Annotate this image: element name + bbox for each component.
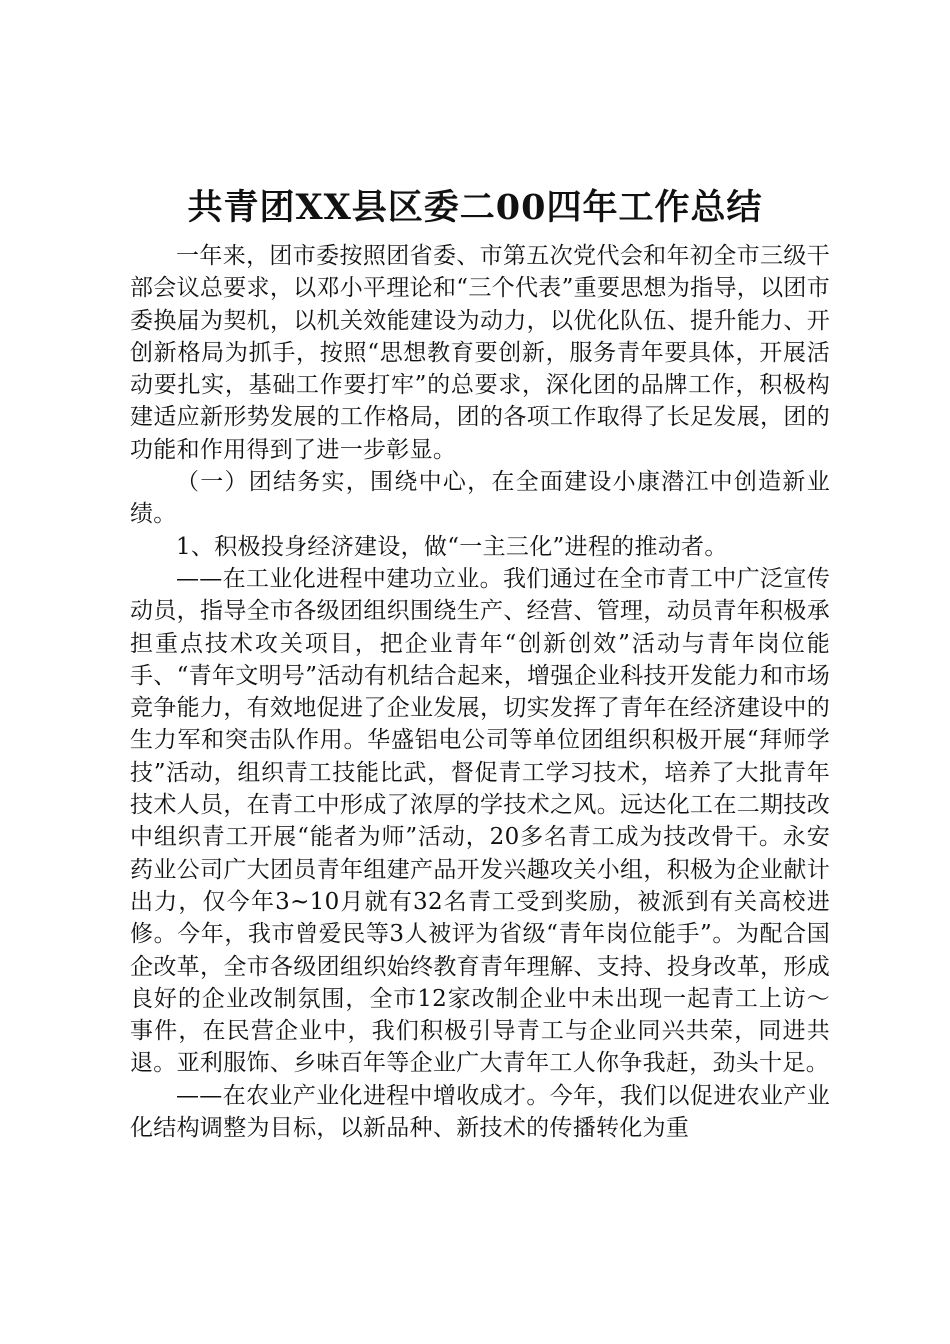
paragraph-agriculture: ——在农业产业化进程中增收成才。今年，我们以促进农业产业化结构调整为目标，以新品种、新技术的传播转化为重 bbox=[130, 1082, 830, 1142]
document-body bbox=[130, 240, 830, 1144]
paragraph-industry: ——在工业化进程中建功立业。我们通过在全市青工中广泛宣传动员，指导全市各级团组织围绕生产、经营、管理，动员青年积极承担重点技术攻关项目，把企业青年“创新创效”活动与青年岗位能手、“青年文明号”活动有机结合起来，增强企业科技开发能力和市场竞争能力，有效地促进了企业发展，切实发挥了青年在经济建设中的生力军和突击队作用。华盛铝电公司等单位团组织积极开展“拜师学技”活动，组织青工技能比武，督促青工学习技术，培养了大批青年技术人员，在青工中形成了浓厚的学技术之风。远达化工在二期技改中组织青工开展“能者为师”活动，20多名青工成为技改骨干。永安药业公司广大团员青年组建产品开发兴趣攻关小组，积极为企业献计出力，仅今年3~10月就有32名青工受到奖励，被派到有关高校进修。今年，我市曾爱民等3人被评为省级“青年岗位能手”。为配合国企改革，全市各级团组织始终教育青年理解、支持、投身改革，形成良好的企业改制氛围，全市12家改制企业中未出现一起青工上访～事件，在民营企业中，我们积极引导青工与企业同兴共荣，同进共退。亚利服饰、乡味百年等企业广大青年工人你争我赶，劲头十足。 bbox=[130, 565, 830, 1077]
document-title: 共青团XX县区委二00四年工作总结 bbox=[187, 187, 763, 228]
paragraph-subheading: 1、积极投身经济建设，做“一主三化”进程的推动者。 bbox=[176, 533, 728, 560]
paragraph-intro: 一年来，团市委按照团省委、市第五次党代会和年初全市三级干部会议总要求，以邓小平理论和“三个代表”重要思想为指导，以团市委换届为契机，以机关效能建设为动力，以优化队伍、提升能力、开创新格局为抓手，按照“思想教育要创新，服务青年要具体，开展活动要扎实，基础工作要打牢”的总要求，深化团的品牌工作，积极构建适应新形势发展的工作格局，团的各项工作取得了长足发展，团的功能和作用得到了进一步彰显。 bbox=[130, 243, 830, 463]
paragraph-section-heading: （一）团结务实，围绕中心，在全面建设小康潜江中创造新业绩。 bbox=[130, 469, 830, 528]
